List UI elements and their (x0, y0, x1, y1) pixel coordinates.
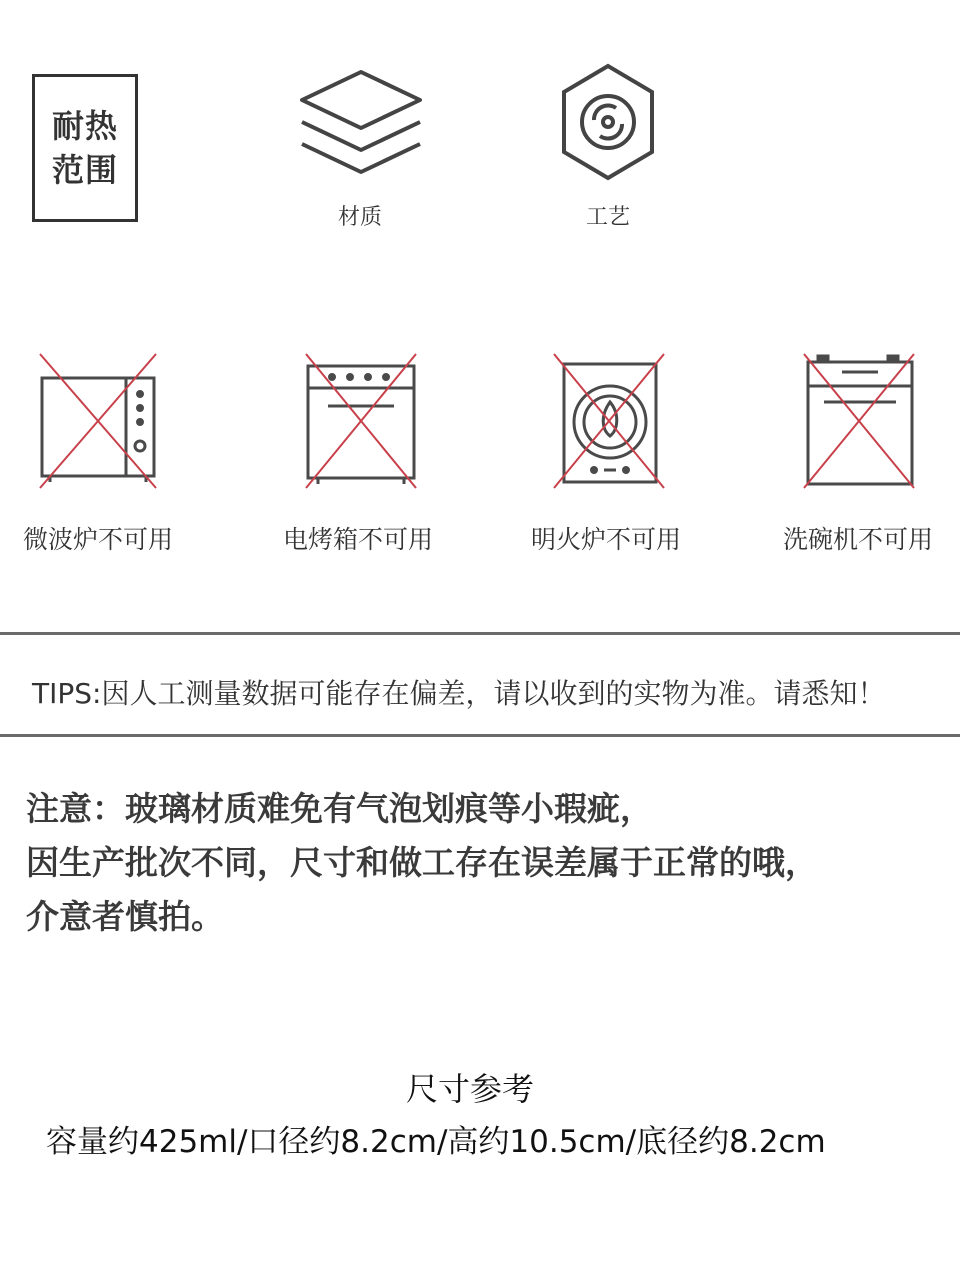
feature-label-material: 材质 (337, 205, 382, 230)
tips-text: TIPS:因人工测量数据可能存在偏差，请以收到的实物为准。请悉知！ (32, 677, 886, 710)
open-flame-stove-icon (550, 352, 668, 492)
dishwasher-icon (800, 352, 918, 492)
feature-label-craft: 工艺 (585, 205, 630, 230)
divider-top (0, 632, 960, 635)
notice-line-3: 介意者慎拍。 (26, 897, 224, 936)
warning-label-dishwasher: 洗碗机不可用 (782, 525, 933, 554)
size-reference-detail: 容量约425ml/口径约8.2cm/高约10.5cm/底径约8.2cm (46, 1124, 826, 1160)
divider-bottom (0, 734, 960, 737)
notice-line-2: 因生产批次不同，尺寸和做工存在误差属于正常的哦， (26, 843, 818, 882)
hexagon-craft-icon (558, 62, 658, 182)
heat-range-box (32, 74, 138, 222)
notice-block (26, 782, 818, 944)
warning-label-open-flame: 明火炉不可用 (530, 525, 681, 554)
warning-label-oven: 电烤箱不可用 (282, 525, 433, 554)
oven-icon (302, 352, 420, 492)
warning-label-microwave: 微波炉不可用 (22, 525, 173, 554)
heat-range-label: 耐热 范围 (51, 107, 118, 189)
size-reference-title: 尺寸参考 (405, 1070, 534, 1108)
layers-icon (296, 66, 426, 176)
notice-line-1: 注意：玻璃材质难免有气泡划痕等小瑕疵， (26, 789, 653, 828)
microwave-icon (36, 352, 160, 492)
